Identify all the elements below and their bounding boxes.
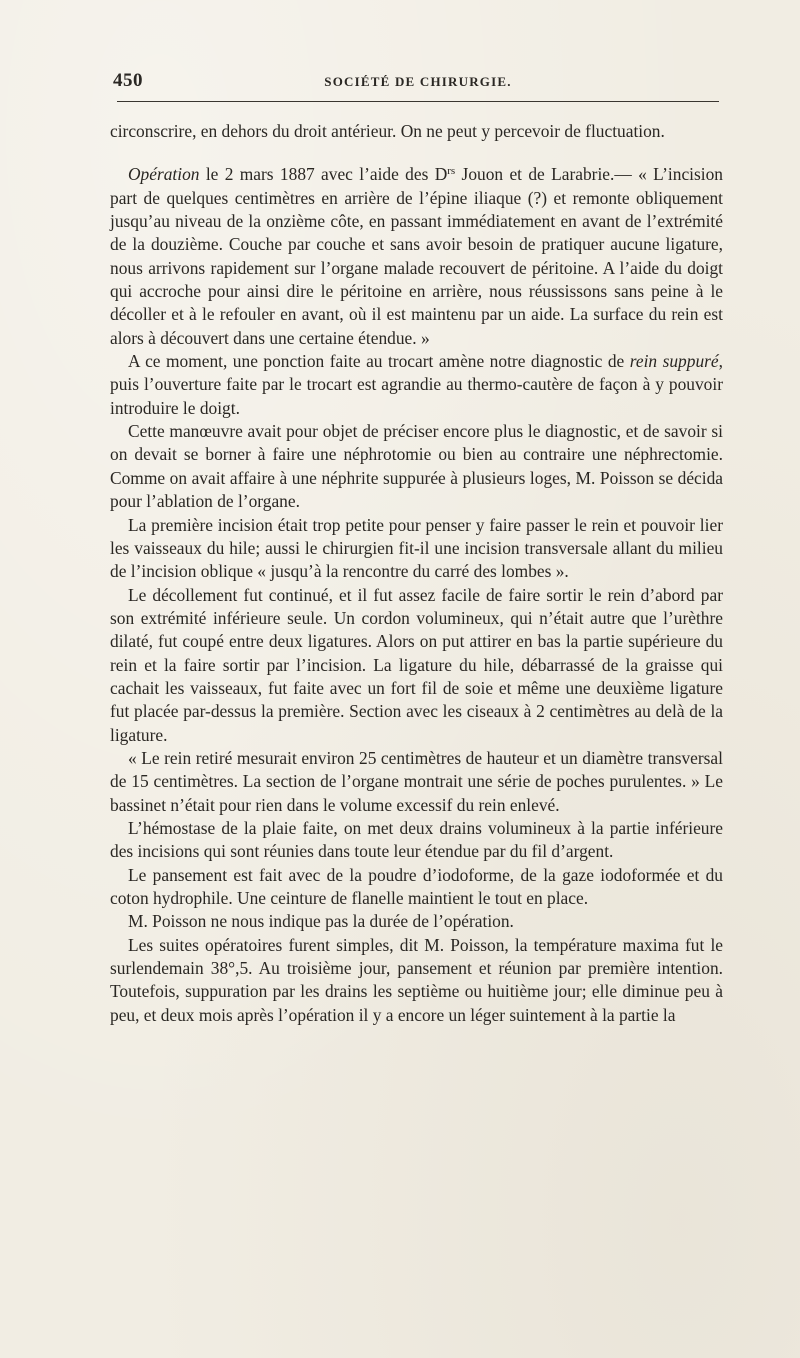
paragraph-3-text-a: A ce moment, une ponction faite au trocart amène notre diagnostic de	[128, 351, 630, 372]
superscript: rs	[447, 165, 456, 178]
paragraph-2-text-a: le 2 mars 1887 avec l’aide des D	[199, 164, 448, 185]
paragraph-3	[110, 350, 723, 420]
running-title: SOCIÉTÉ DE CHIRURGIE.	[324, 74, 512, 89]
header-rule	[117, 101, 719, 102]
paragraph-6: Le décollement fut continué, et il fut assez facile de faire sortir le rein d’abord par son extrémité inférieure seule. Un cordon volumineux, qui n’était autre que l’urèthre dilaté, fut coupé entre deux ligatures. Alors on put attirer en bas la partie supérieure du rein et la faire sortir par l’incision. La ligature du hile, débarrassé de la graisse qui cachait les vaisseaux, fut faite avec un fort fil de soie et même une deuxième ligature fut placée par-dessus la première. Section avec les ciseaux à 2 centimètres au delà de la ligature.	[110, 584, 723, 745]
paragraph-11: Les suites opératoires furent simples, dit M. Poisson, la température maxima fut le surlendemain 38°,5. Au troisième jour, pansement et réunion par première intention. Toutefois, suppuration par les drains les septième ou huitième jour; elle diminue peu à peu, et deux mois après l’opération il y a encore un léger suintement à la partie la	[110, 934, 723, 1025]
body-text	[110, 120, 723, 1027]
paragraph-9: Le pansement est fait avec de la poudre d’iodoforme, de la gaze iodoformée et du coton hydrophile. Une ceinture de flanelle maintient le tout en place.	[110, 864, 723, 908]
paragraph-8: L’hémostase de la plaie faite, on met deux drains volumineux à la partie inférieure des incisions qui sont réunies dans toute leur étendue par du fil d’argent.	[110, 817, 723, 862]
italic-lead: Opération	[128, 164, 200, 185]
paragraph-5: La première incision était trop petite pour penser y faire passer le rein et pouvoir lier les vaisseaux du hile; aussi le chirurgien fit-il une incision transversale allant du milieu de l’incision oblique « jusqu’à la rencontre du carré des lombes ».	[110, 514, 723, 582]
running-head	[113, 70, 723, 98]
page-number: 450	[113, 70, 143, 91]
paragraph-7: « Le rein retiré mesurait environ 25 centimètres de hauteur et un diamètre transversal de 15 centimètres. La section de l’organe montrait une série de poches purulentes. » Le bassinet n’était pour rien dans le volume excessif du rein enlevé.	[110, 747, 723, 815]
paragraph-1: circonscrire, en dehors du droit antérieur. On ne peut y percevoir de fluctuation.	[110, 121, 665, 141]
italic-term: rein suppuré	[629, 351, 719, 372]
paragraph-4: Cette manœuvre avait pour objet de préciser encore plus le diagnostic, et de savoir si on devait se borner à faire une néphrotomie ou bien au contraire une néphrectomie. Comme on avait affaire à une néphrite suppurée à plusieurs loges, M. Poisson se décida pour l’ablation de l’organe.	[110, 421, 723, 512]
paragraph-2	[110, 163, 723, 350]
paragraph-10: M. Poisson ne nous indique pas la durée de l’opération.	[128, 911, 514, 932]
paragraph-3-text-b: , puis l’ouverture faite par le trocart est agrandie au thermo-cautère de façon à y pouvoir introduire le doigt.	[110, 351, 723, 418]
paragraph-2-text-b: Jouon et de Larabrie.— « L’incision part de quelques centimètres en arrière de l’épine iliaque (?) et remonte obliquement jusqu’au niveau de la onzième côte, en passant immédiatement en avant de l’extrémité de la douzième. Couche par couche et sans avoir besoin de pratiquer aucune ligature, nous arrivons rapidement sur l’organe malade recouvert de péritoine. A l’aide du doigt qui accroche pour ainsi dire le péritoine en arrière, nous réussissons sans peine à le décoller et à le refouler en avant, où il est maintenu par un aide. La surface du rein est alors à découvert dans une certaine étendue. »	[110, 164, 723, 348]
